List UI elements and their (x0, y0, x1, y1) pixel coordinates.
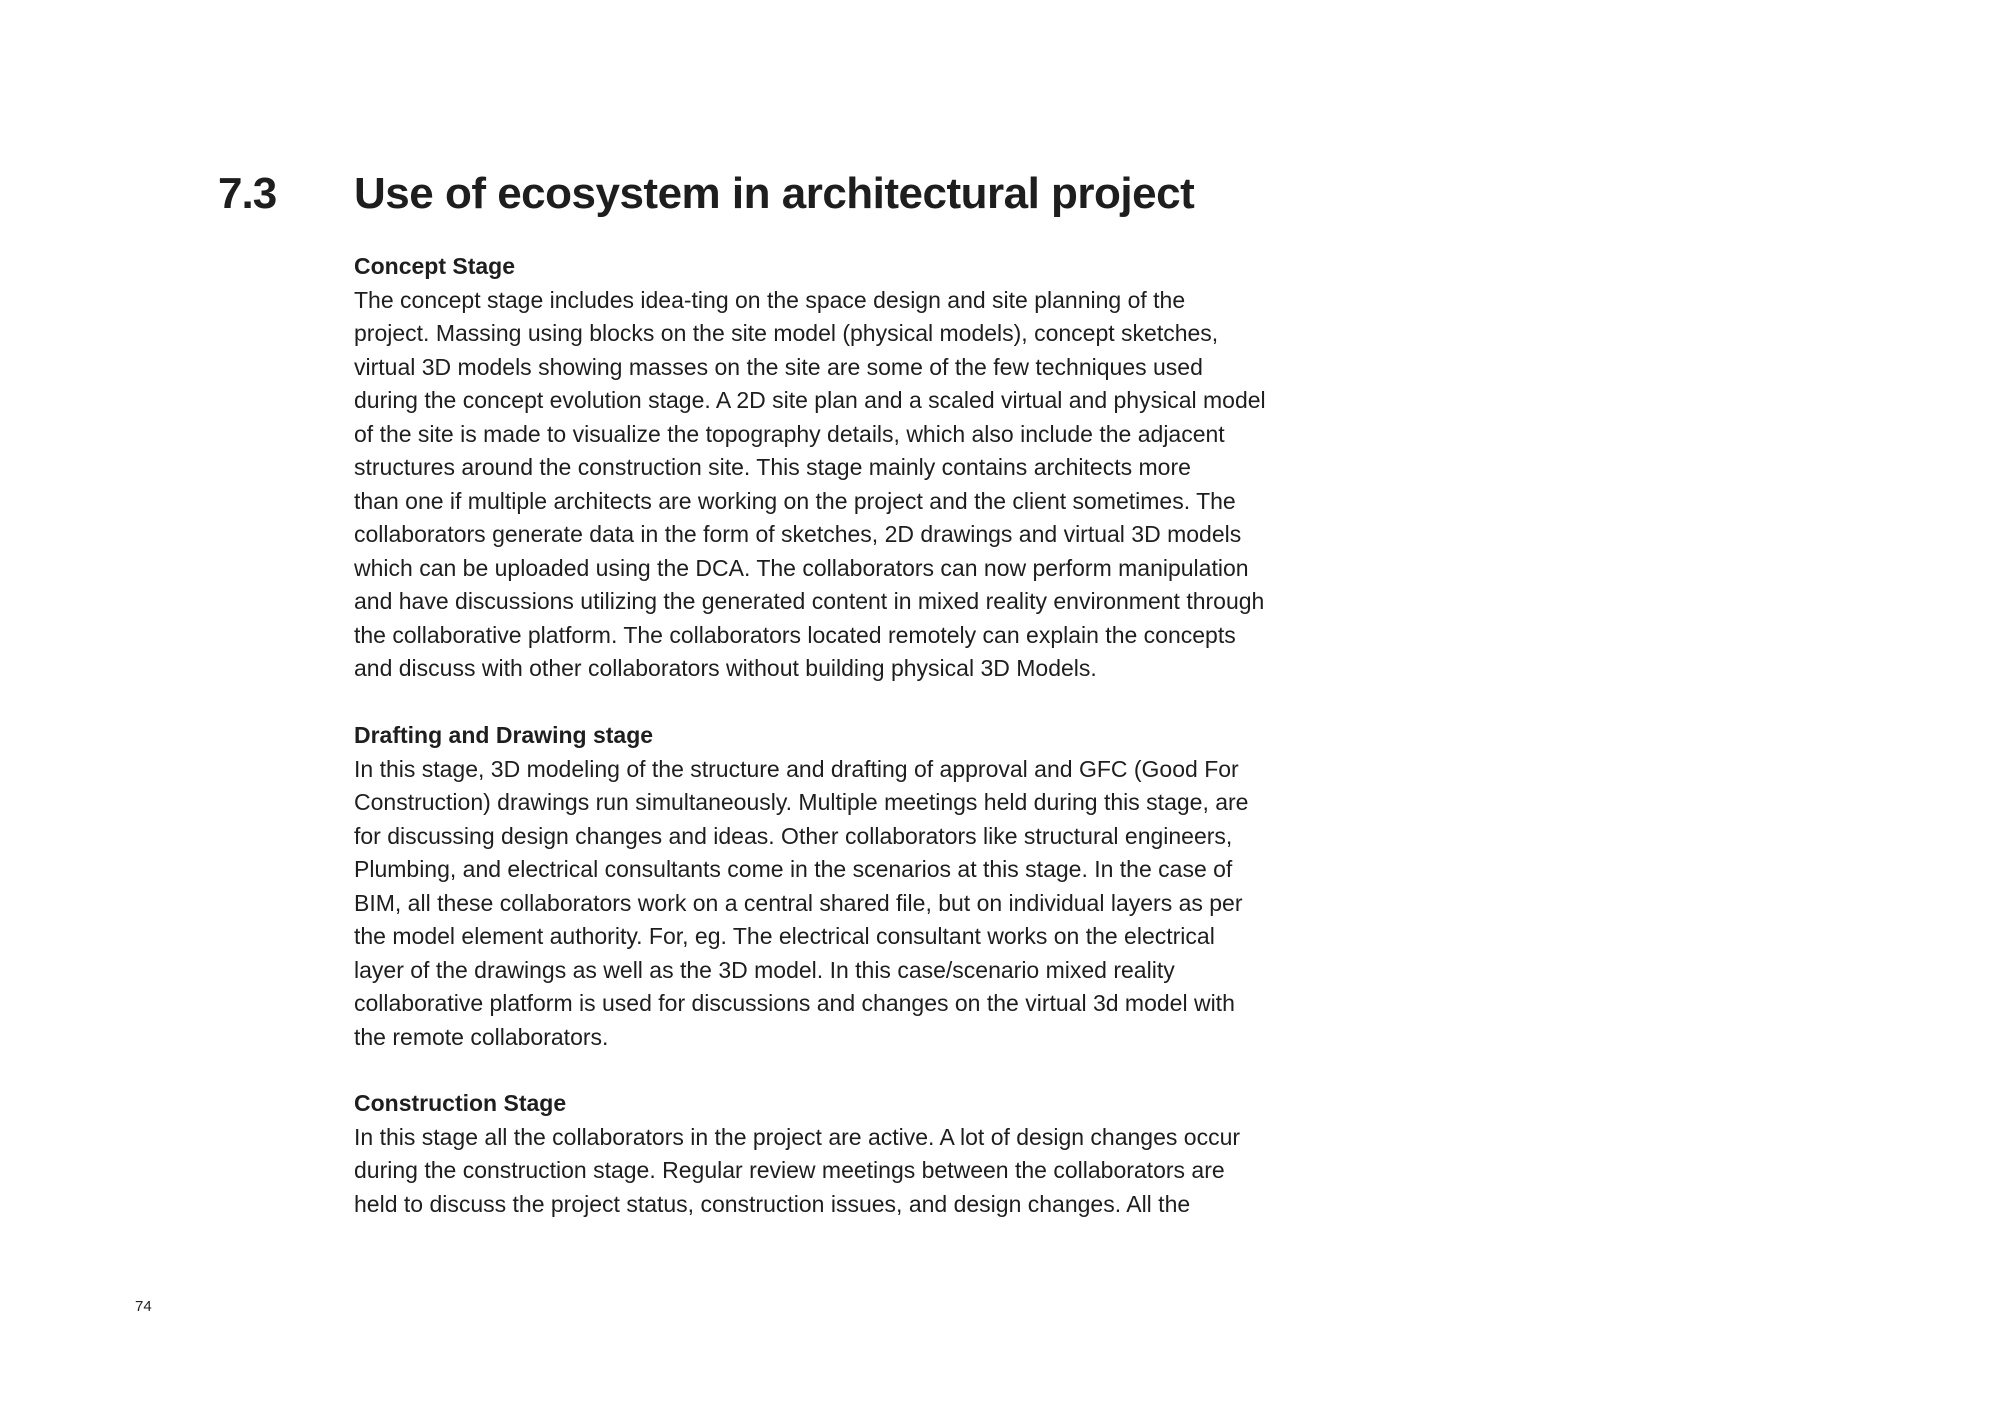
paragraph-line: collaborators generate data in the form of sketches, 2D drawings and virtual 3D models (354, 521, 1242, 547)
subsection-concept-stage (354, 250, 1344, 686)
paragraph-line: and discuss with other collaborators without building physical 3D Models. (354, 655, 1097, 681)
paragraph-line: for discussing design changes and ideas. Other collaborators like structural engineers, (354, 822, 1233, 849)
subsection-heading: Concept Stage (354, 253, 516, 279)
section-title: Use of ecosystem in architectural project (354, 169, 1195, 218)
page-number: 74 (135, 1298, 152, 1315)
subsection-paragraph (354, 284, 1344, 686)
paragraph-line: held to discuss the project status, construction issues, and design changes. All the (354, 1190, 1191, 1217)
paragraph-line: during the concept evolution stage. A 2D site plan and a scaled virtual and physical model (354, 387, 1266, 413)
subsection-paragraph (354, 1121, 1344, 1222)
paragraph-line: than one if multiple architects are working on the project and the client sometimes. The (354, 487, 1236, 514)
subsection-paragraph (354, 753, 1344, 1055)
paragraph-line: In this stage, 3D modeling of the structure and drafting of approval and GFC (Good For (354, 755, 1239, 782)
paragraph-line: the remote collaborators. (354, 1023, 609, 1050)
paragraph-line: structures around the construction site. This stage mainly contains architects more (354, 454, 1191, 480)
paragraph-line: the collaborative platform. The collaborators located remotely can explain the concepts (354, 621, 1236, 648)
paragraph-line: BIM, all these collaborators work on a central shared file, but on individual layers as per (354, 889, 1243, 916)
subsection-construction-stage (354, 1087, 1344, 1221)
paragraph-line: Construction) drawings run simultaneously. Multiple meetings held during this stage, are (354, 789, 1249, 815)
paragraph-line: The concept stage includes idea-ting on the space design and site planning of the (354, 286, 1186, 313)
subsection-drafting-and-drawing-stage (354, 719, 1344, 1054)
section-number: 7.3 (218, 169, 277, 218)
subsection-heading: Construction Stage (354, 1090, 567, 1116)
paragraph-line: which can be uploaded using the DCA. The collaborators can now perform manipulation (354, 554, 1249, 581)
paragraph-line: In this stage all the collaborators in the project are active. A lot of design changes occur (354, 1123, 1241, 1150)
subsection-heading: Drafting and Drawing stage (354, 722, 654, 748)
paragraph-line: of the site is made to visualize the topography details, which also include the adjacent (354, 420, 1225, 447)
paragraph-line: and have discussions utilizing the generated content in mixed reality environment through (354, 588, 1265, 614)
paragraph-line: the model element authority. For, eg. The electrical consultant works on the electrical (354, 923, 1215, 949)
paragraph-line: layer of the drawings as well as the 3D model. In this case/scenario mixed reality (354, 956, 1175, 983)
paragraph-line: Plumbing, and electrical consultants come in the scenarios at this stage. In the case of (354, 856, 1233, 882)
paragraph-line: project. Massing using blocks on the site model (physical models), concept sketches, (354, 320, 1219, 346)
paragraph-line: virtual 3D models showing masses on the site are some of the few techniques used (354, 353, 1203, 380)
paragraph-line: collaborative platform is used for discussions and changes on the virtual 3d model with (354, 990, 1235, 1016)
paragraph-line: during the construction stage. Regular review meetings between the collaborators are (354, 1157, 1225, 1183)
